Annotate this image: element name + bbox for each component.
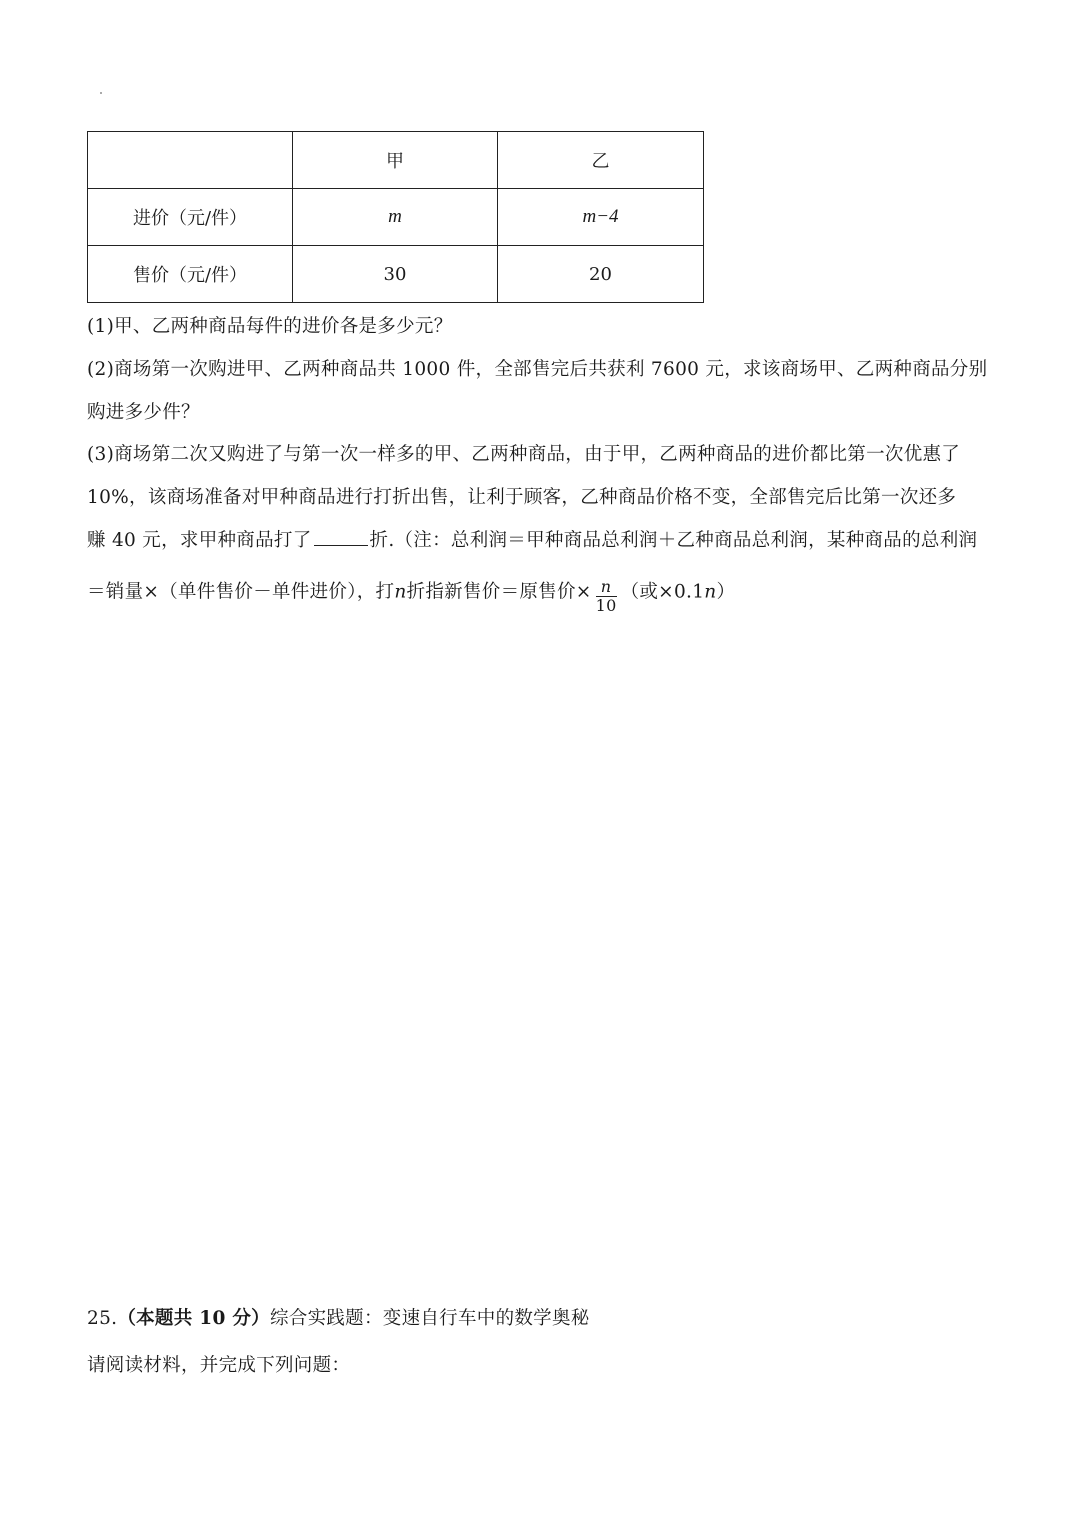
q3-text-a: 赚 40 元，求甲种商品打了	[87, 530, 312, 551]
q3-note-n2: n	[704, 581, 717, 603]
table-header-cell	[88, 132, 293, 189]
fraction-denominator: 10	[595, 596, 617, 615]
row-label: 进价（元/件）	[88, 189, 293, 246]
table-header-row	[88, 132, 704, 189]
answer-blank[interactable]	[314, 527, 368, 546]
question-3-line-3	[87, 527, 977, 554]
question-2-line-2: 购进多少件？	[87, 402, 200, 423]
problem-number: 25.	[87, 1308, 118, 1329]
problem-title: 综合实践题：变速自行车中的数学奥秘	[269, 1308, 590, 1329]
fraction-n-over-10	[596, 578, 617, 615]
question-3-line-1: (3)商场第二次又购进了与第一次一样多的甲、乙两种商品，由于甲，乙两种商品的进价都比第一次优惠了	[87, 444, 961, 465]
scan-mark	[100, 92, 102, 94]
question-3-line-4	[87, 574, 736, 615]
q3-note-b: 折指新售价＝原售价×	[406, 581, 592, 603]
row-label: 售价（元/件）	[88, 246, 293, 303]
cost-yi: m−4	[582, 206, 619, 227]
problem-25-heading	[87, 1306, 590, 1332]
price-table	[87, 131, 704, 303]
q3-text-b: 折.（注：总利润＝甲种商品总利润＋乙种商品总利润，某种商品的总利润	[369, 530, 978, 551]
table-row	[88, 189, 704, 246]
q3-note-d: ）	[716, 581, 736, 603]
q3-note-a: ＝销量×（单件售价－单件进价），打	[87, 581, 395, 603]
table-header-cell: 甲	[293, 132, 498, 189]
problem-25-instruction: 请阅读材料，并完成下列问题：	[87, 1355, 351, 1376]
table-cell	[498, 189, 704, 246]
question-2-line-1: (2)商场第一次购进甲、乙两种商品共 1000 件，全部售完后共获利 7600 元，求该商场甲、乙两种商品分别	[87, 359, 988, 380]
question-1: (1)甲、乙两种商品每件的进价各是多少元？	[87, 316, 453, 337]
cost-jia: m	[388, 206, 402, 227]
fraction-numerator: n	[596, 578, 617, 597]
problem-score: （本题共 10 分）	[117, 1308, 270, 1329]
q3-note-n: n	[394, 581, 407, 603]
table-cell	[293, 189, 498, 246]
question-3-line-2: 10%，该商场准备对甲种商品进行打折出售，让利于顾客，乙种商品价格不变，全部售完后比第一次还多	[87, 487, 957, 508]
q3-note-c: （或×0.1	[620, 581, 705, 603]
table-cell: 20	[498, 246, 704, 303]
table-row	[88, 246, 704, 303]
table-cell: 30	[293, 246, 498, 303]
table-header-cell: 乙	[498, 132, 704, 189]
